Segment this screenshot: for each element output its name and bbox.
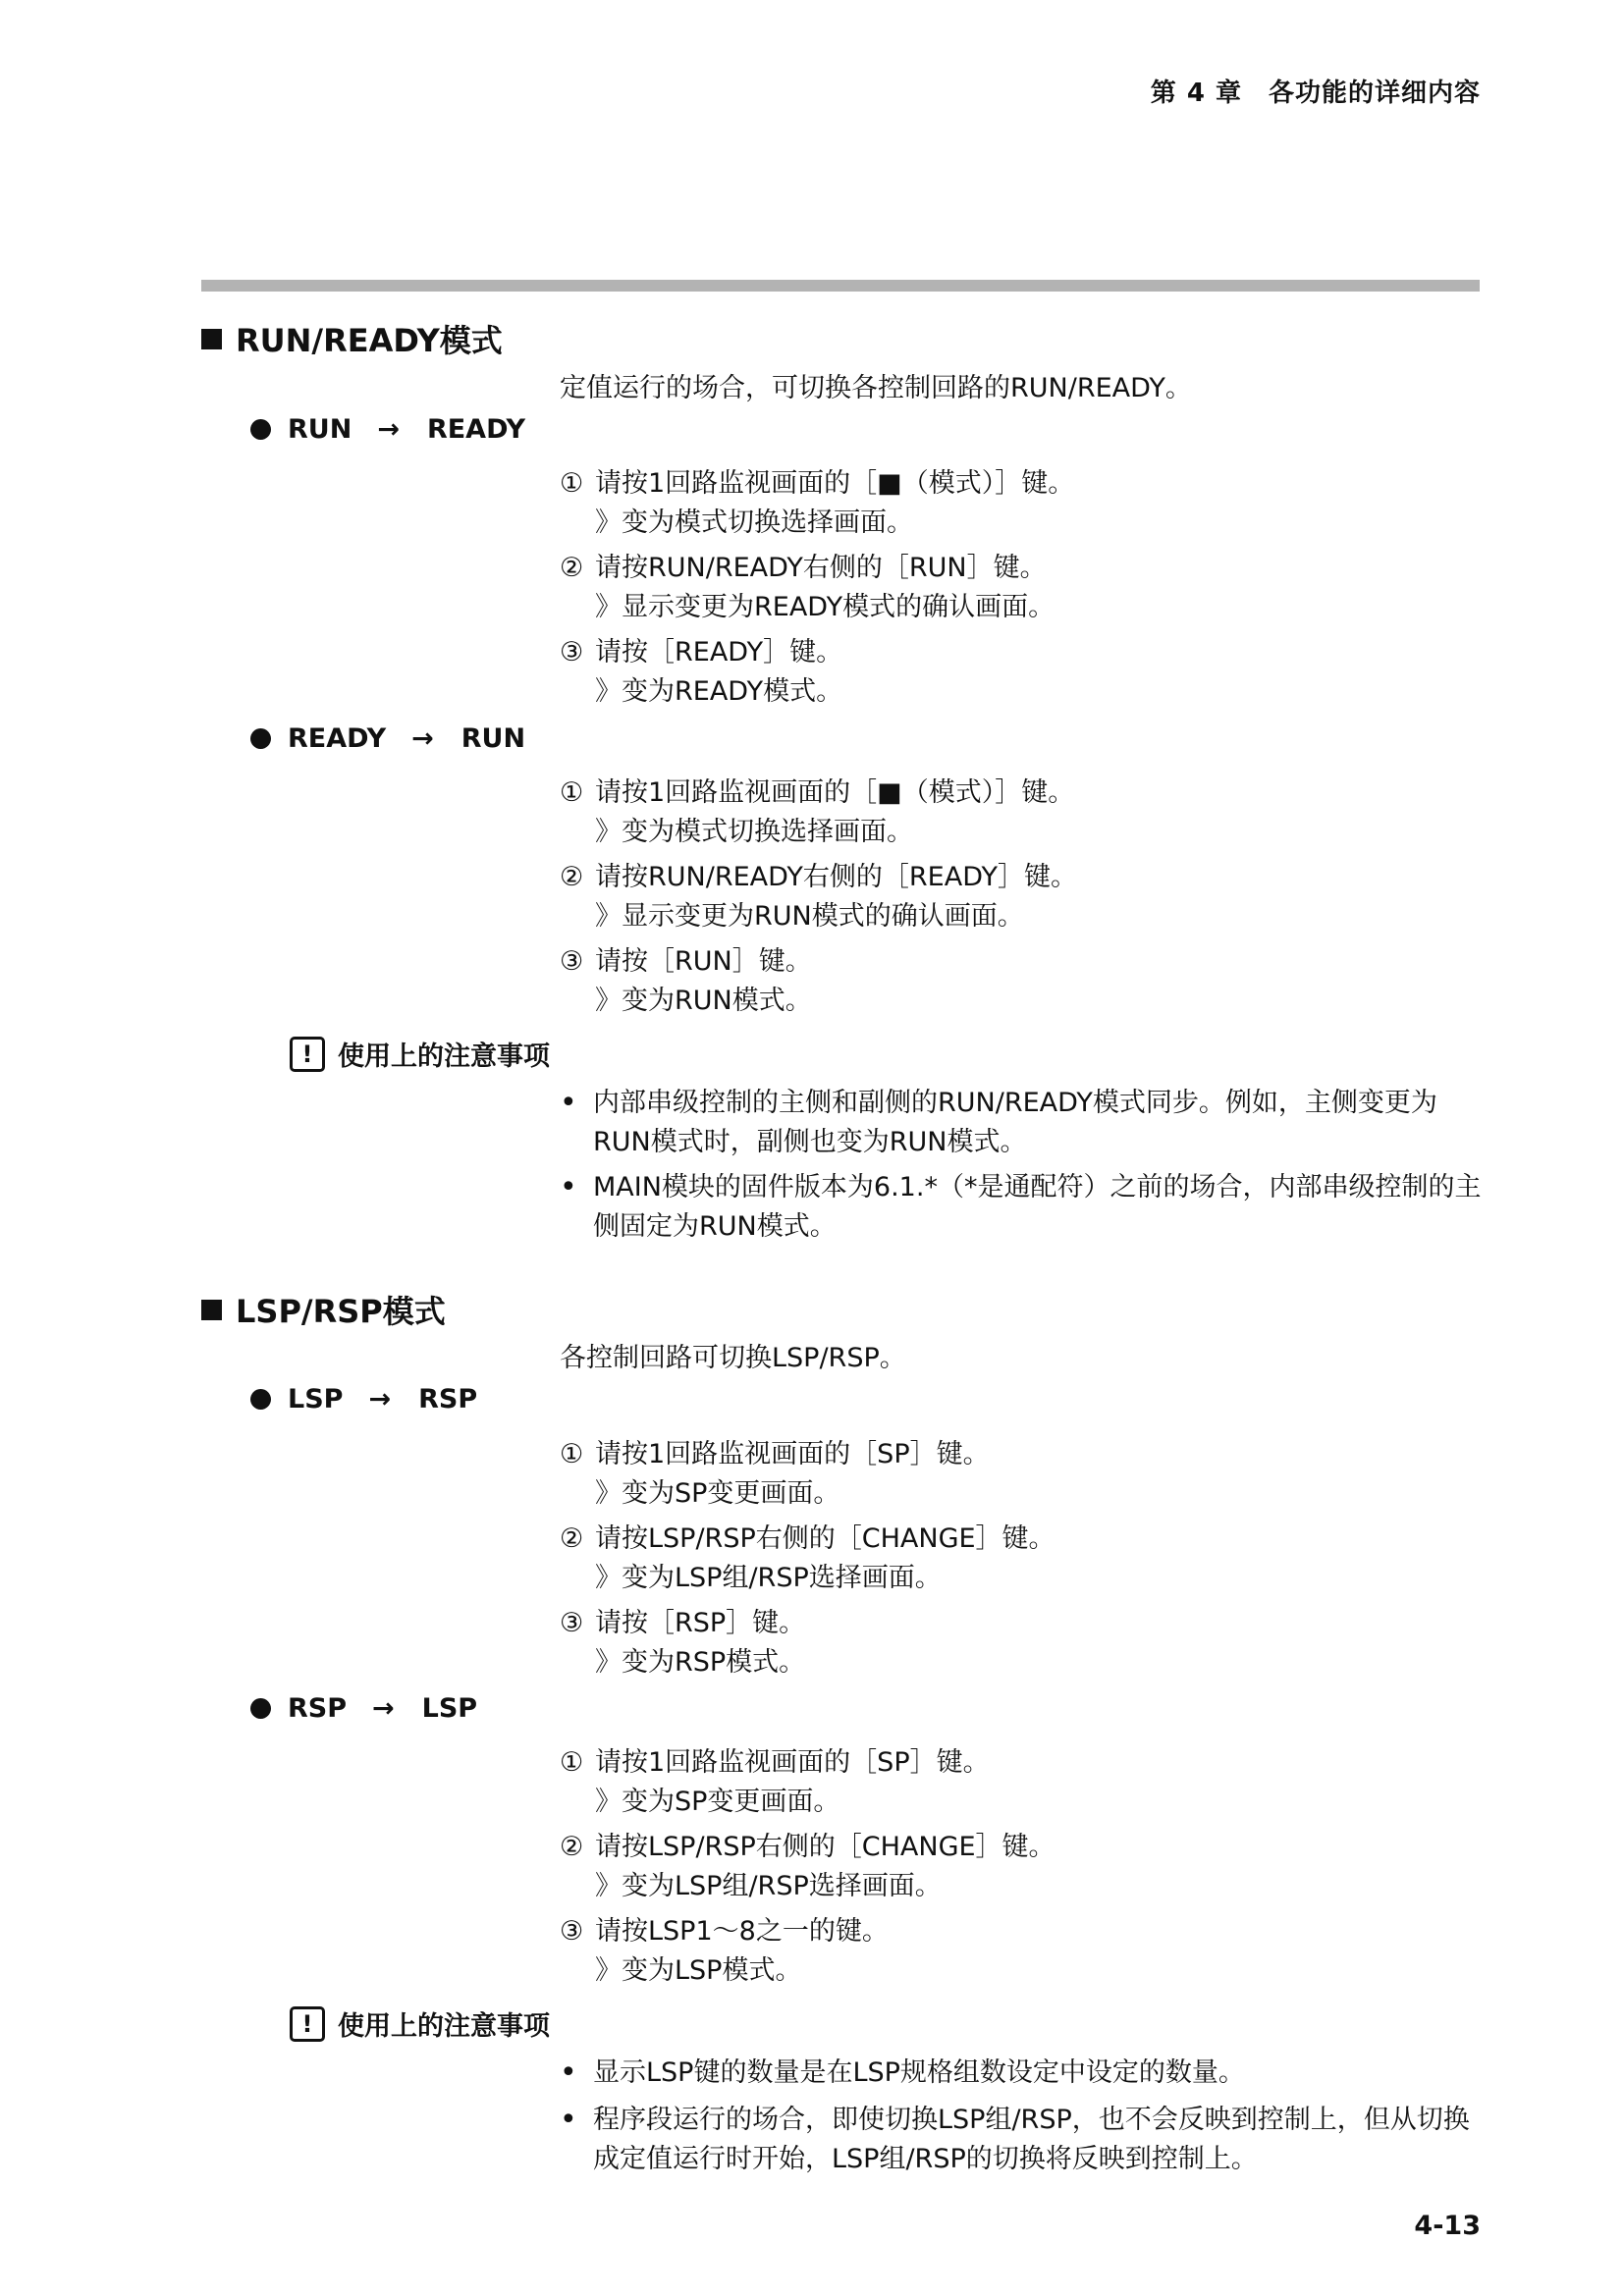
bullet-icon: •	[560, 1170, 577, 1204]
procedure-step: ③ 请按LSP1～8之一的键。 》变为LSP模式。	[560, 1916, 889, 1986]
procedure-heading-rsp-to-lsp: RSP → LSP	[250, 1693, 477, 1724]
section-title-run-ready: RUN/READY模式	[201, 316, 503, 361]
caution-icon: !	[290, 1037, 325, 1072]
procedure-step: ① 请按1回路监视画面的［SP］键。 》变为SP变更画面。	[560, 1747, 990, 1817]
procedure-step: ① 请按1回路监视画面的［SP］键。 》变为SP变更画面。	[560, 1439, 990, 1509]
section-intro: 定值运行的场合，可切换各控制回路的RUN/READY。	[560, 373, 1192, 403]
procedure-step: ① 请按1回路监视画面的［■（模式）］键。 》变为模式切换选择画面。	[560, 777, 1075, 847]
arrow-right-icon: →	[377, 414, 400, 445]
chapter-header: 第 4 章 各功能的详细内容	[1150, 79, 1481, 108]
dot-bullet-icon	[250, 1389, 271, 1410]
bullet-icon: •	[560, 1086, 577, 1120]
section-title-lsp-rsp: LSP/RSP模式	[201, 1287, 446, 1332]
dot-bullet-icon	[250, 419, 271, 440]
procedure-heading-lsp-to-rsp: LSP → RSP	[250, 1384, 477, 1415]
bullet-icon: •	[560, 2056, 577, 2090]
section-divider	[201, 280, 1480, 292]
procedure-step: ② 请按LSP/RSP右侧的［CHANGE］键。 》变为LSP组/RSP选择画面。	[560, 1832, 1056, 1901]
caution-heading: ! 使用上的注意事项	[290, 2004, 550, 2043]
procedure-heading-run-to-ready: RUN → READY	[250, 414, 525, 445]
bullet-icon: •	[560, 2103, 577, 2137]
section-intro: 各控制回路可切换LSP/RSP。	[560, 1343, 906, 1373]
square-bullet-icon	[201, 329, 222, 349]
square-bullet-icon	[201, 1300, 222, 1320]
caution-note: • MAIN模块的固件版本为6.1.*（*是通配符）之前的场合，内部串级控制的主侧固定为RUN模式。	[560, 1168, 1483, 1247]
caution-note: • 内部串级控制的主侧和副侧的RUN/READY模式同步。例如，主侧变更为RUN模式时，副侧也变为RUN模式。	[560, 1084, 1483, 1162]
arrow-right-icon: →	[411, 723, 434, 754]
caution-note: • 显示LSP键的数量是在LSP规格组数设定中设定的数量。	[560, 2054, 1483, 2093]
procedure-step: ③ 请按［RSP］键。 》变为RSP模式。	[560, 1608, 806, 1678]
procedure-step: ① 请按1回路监视画面的［■（模式）］键。 》变为模式切换选择画面。	[560, 468, 1075, 538]
procedure-heading-ready-to-run: READY → RUN	[250, 723, 525, 754]
page-number: 4-13	[1414, 2211, 1481, 2241]
dot-bullet-icon	[250, 1698, 271, 1719]
arrow-right-icon: →	[372, 1693, 395, 1724]
caution-note: • 程序段运行的场合，即使切换LSP组/RSP，也不会反映到控制上，但从切换成定值运行时开始，LSP组/RSP的切换将反映到控制上。	[560, 2101, 1483, 2179]
caution-heading: ! 使用上的注意事项	[290, 1035, 550, 1073]
caution-icon: !	[290, 2006, 325, 2042]
dot-bullet-icon	[250, 728, 271, 749]
arrow-right-icon: →	[368, 1384, 392, 1415]
procedure-step: ③ 请按［READY］键。 》变为READY模式。	[560, 637, 843, 707]
procedure-step: ② 请按RUN/READY右侧的［READY］键。 》显示变更为RUN模式的确认画面。	[560, 862, 1078, 932]
procedure-step: ② 请按LSP/RSP右侧的［CHANGE］键。 》变为LSP组/RSP选择画面。	[560, 1523, 1056, 1593]
procedure-step: ② 请按RUN/READY右侧的［RUN］键。 》显示变更为READY模式的确认画面。	[560, 553, 1056, 622]
procedure-step: ③ 请按［RUN］键。 》变为RUN模式。	[560, 946, 812, 1016]
